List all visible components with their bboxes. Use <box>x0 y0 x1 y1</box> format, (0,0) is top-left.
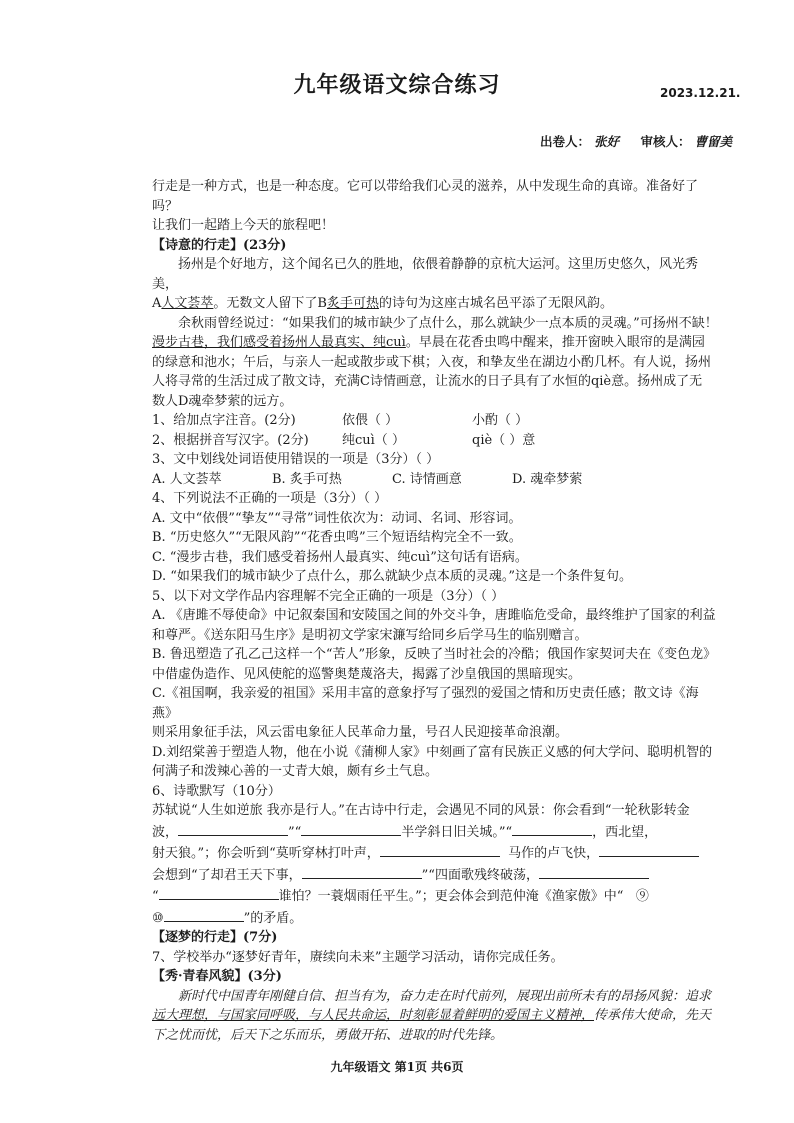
poetry-text: “ <box>152 889 159 904</box>
answer-blank[interactable] <box>512 821 592 836</box>
poetry-line-5 <box>152 885 718 907</box>
setter-name: 张好 <box>594 134 620 149</box>
option-d-cont: 何满子和泼辣心善的一丈青大娘，颇有乡土气息。 <box>152 764 439 779</box>
question-1-a[interactable]: 依偎（ ） <box>342 413 399 428</box>
poetry-text: 射天狼。”；你会听到“莫听穿林打叶声， <box>152 846 380 861</box>
question-7-text: 7、学校举办“逐梦好青年，赓续向未来”主题学习活动，请你完成任务。 <box>152 949 564 965</box>
option-b[interactable]: B. 鲁迅塑造了孔乙己这样一个“苦人”形象，反映了当时社会的冷酷；俄国作家契诃夫在《变色龙》 <box>152 647 717 662</box>
youth-para-line2 <box>152 1006 718 1026</box>
passage-para2-line4: 人将寻常的生活过成了散文诗，充满C诗情画意，让流水的日子具有了水恒的qiè意。扬州成了无 <box>152 374 703 389</box>
underlined-term-b: 炙手可热 <box>326 296 379 311</box>
option-a[interactable]: A. 文中“依偎”“挚友”“寻常”词性依次为：动词、名词、形容词。 <box>152 510 522 526</box>
blank-number-9: ⑨ <box>635 889 649 904</box>
option-c-cont: 则采用象征手法，风云雷电象征人民革命力量，号召人民迎接革命浪潮。 <box>152 725 569 740</box>
label-a: A <box>152 296 162 311</box>
question-1 <box>152 411 718 431</box>
answer-blank[interactable] <box>380 842 500 857</box>
passage-para1-line1: 扬州是个好地方，这个闻名已久的胜地，依偎着静静的京杭大运河。这里历史悠久，风光秀美， <box>152 257 699 292</box>
underlined-sentence: 远大理想，与国家同呼吸，与人民共命运，时刻彰显着鲜明的爱国主义精神， <box>152 1008 595 1023</box>
poetry-line-1: 苏轼说“人生如逆旅 我亦是行人。”在古诗中行走，会遇见不同的风景：你会看到“一轮秋影转金 <box>152 803 690 818</box>
option-b[interactable]: B. 炙手可热 <box>272 471 342 487</box>
option-d[interactable]: D. “如果我们的城市缺少了点什么，那么就缺少点本质的灵魂。”这是一个条件复句。 <box>152 569 633 584</box>
poetry-line-4 <box>152 864 718 886</box>
exam-content <box>152 177 718 1045</box>
option-b-cont: 中借虚伪造作、见风使舵的巡警奥楚蔑洛夫，揭露了沙皇俄国的黑暗现实。 <box>152 666 582 682</box>
option-d[interactable]: D. 魂牵梦萦 <box>512 471 583 487</box>
page-title: 九年级语文综合练习 <box>293 73 501 98</box>
exam-date: 2023.12.21. <box>660 86 741 100</box>
poetry-text: ”“四面歌残终破荡， <box>421 867 539 883</box>
question-2-b[interactable]: qiè（ ）意 <box>472 432 536 448</box>
poetry-line-3 <box>152 842 718 864</box>
question-6-text: 6、诗歌默写（10分） <box>152 783 281 799</box>
authors-line <box>540 132 736 152</box>
reviewer-name: 曹留美 <box>694 134 732 149</box>
passage-para2-line3: 的绿意和池水；午后，与亲人一起或散步或下棋；入夜，和挚友坐在湖边小酌几杯。有人说，扬州 <box>152 354 712 370</box>
option-b[interactable]: B. “历史悠久”“无限风韵”“花香虫鸣”三个短语结构完全不一致。 <box>152 530 522 545</box>
setter-label: 出卷人： <box>540 134 591 149</box>
poetry-text: 谁怕？一蓑烟雨任平生。”；更会体会到范仲淹《渔家傲》中“ <box>278 889 624 904</box>
poetry-line-2 <box>152 821 718 843</box>
youth-para-line3: 下之忧而忧，后天下之乐而乐，勇做开拓、进取的时代先锋。 <box>152 1027 504 1043</box>
option-c[interactable]: C.《祖国啊，我亲爱的祖国》采用丰富的意象抒写了强烈的爱国之情和历史责任感；散文诗《海燕》 <box>152 686 699 721</box>
section-heading-dream: 【逐梦的行走】(7分) <box>152 930 278 945</box>
answer-blank[interactable] <box>302 864 422 879</box>
answer-blank[interactable] <box>178 821 288 836</box>
question-1-b[interactable]: 小酌（ ） <box>472 413 529 428</box>
poetry-text: ”“ <box>288 824 302 840</box>
option-a-cont: 和尊严。《送东阳马生序》是明初文学家宋濂写给同乡后学马生的临别赠言。 <box>152 627 588 643</box>
poetry-text: 马作的卢飞快， <box>508 846 600 861</box>
passage-para2-line5: 数人D魂牵梦萦的远方。 <box>152 393 293 409</box>
answer-blank[interactable] <box>599 842 699 857</box>
passage-para2-line2 <box>152 333 718 353</box>
question-2 <box>152 431 718 451</box>
underlined-term-a: 人文荟萃 <box>161 296 214 311</box>
youth-para-line1: 新时代中国青年刚健自信、担当有为，奋力走在时代前列，展现出前所未有的昂扬风貌：追求 <box>178 988 712 1004</box>
poetry-text: 会想到“了却君王天下事， <box>152 867 302 883</box>
passage-text: 。无数文人留下了B <box>213 296 327 311</box>
option-c[interactable]: C. “漫步古巷，我们感受着扬州人最真实、纯cuì”这句话有语病。 <box>152 549 528 565</box>
question-3-options <box>152 470 718 490</box>
intro-line-2: 让我们一起踏上今天的旅程吧！ <box>152 218 335 233</box>
question-2-text: 2、根据拼音写汉字。(2分) <box>152 432 309 448</box>
poetry-line-6 <box>152 907 718 929</box>
underlined-sentence: 漫步古巷，我们感受着扬州人最真实、纯cuì <box>152 335 406 350</box>
poetry-text: ”的矛盾。 <box>243 910 303 926</box>
answer-blank[interactable] <box>301 821 401 836</box>
question-1-text: 1、给加点字注音。(2分) <box>152 413 296 428</box>
page-footer: 九年级语文 第1页 共6页 <box>330 1060 464 1074</box>
option-d[interactable]: D.刘绍棠善于塑造人物，他在小说《蒲柳人家》中刻画了富有民族正义感的何大学问、聪明机智的 <box>152 744 713 760</box>
intro-line-1: 行走是一种方式，也是一种态度。它可以带给我们心灵的滋养，从中发现生命的真谛。准备好了吗？ <box>152 179 699 214</box>
question-5-text: 5、以下对文学作品内容理解不完全正确的一项是（3分）（ ） <box>152 588 505 604</box>
blank-number-10: ⑩ <box>152 910 164 926</box>
passage-para1-line2 <box>152 294 718 314</box>
answer-blank[interactable] <box>539 864 649 879</box>
question-4-text: 4、下列说法不正确的一项是（3分）（ ） <box>152 491 388 506</box>
passage-text: 传承伟大使命，先天 <box>594 1008 712 1023</box>
section-heading-poetic: 【诗意的行走】(23分) <box>152 237 287 253</box>
answer-blank[interactable] <box>159 885 279 900</box>
passage-text: 。早晨在花香虫鸣中醒来，推开窗映入眼帘的是满园 <box>405 335 705 350</box>
question-2-a[interactable]: 纯cuì（ ） <box>342 432 405 448</box>
poetry-text: 波， <box>152 824 179 840</box>
answer-blank[interactable] <box>164 907 244 922</box>
poetry-text: 半学斜日旧关城。”“ <box>401 824 513 840</box>
sub-heading-youth: 【秀·青春风貌】(3分) <box>152 969 282 984</box>
passage-para2-line1: 余秋雨曾经说过：“如果我们的城市缺少了点什么，那么就缺少一点本质的灵魂。”可扬州不缺！ <box>178 315 718 331</box>
passage-text: 的诗句为这座古城名邑平添了无限风韵。 <box>378 296 613 311</box>
option-a[interactable]: A. 人文荟萃 <box>152 471 222 487</box>
option-a[interactable]: A. 《唐雎不辱使命》中记叙秦国和安陵国之间的外交斗争，唐雎临危受命，最终维护了国家的利益 <box>152 608 716 623</box>
reviewer-label: 审核人： <box>640 134 691 149</box>
poetry-text: ，西北望， <box>592 824 658 840</box>
option-c[interactable]: C. 诗情画意 <box>392 471 462 487</box>
question-3-text: 3、文中划线处词语使用错误的一项是（3分）（ ） <box>152 452 440 467</box>
